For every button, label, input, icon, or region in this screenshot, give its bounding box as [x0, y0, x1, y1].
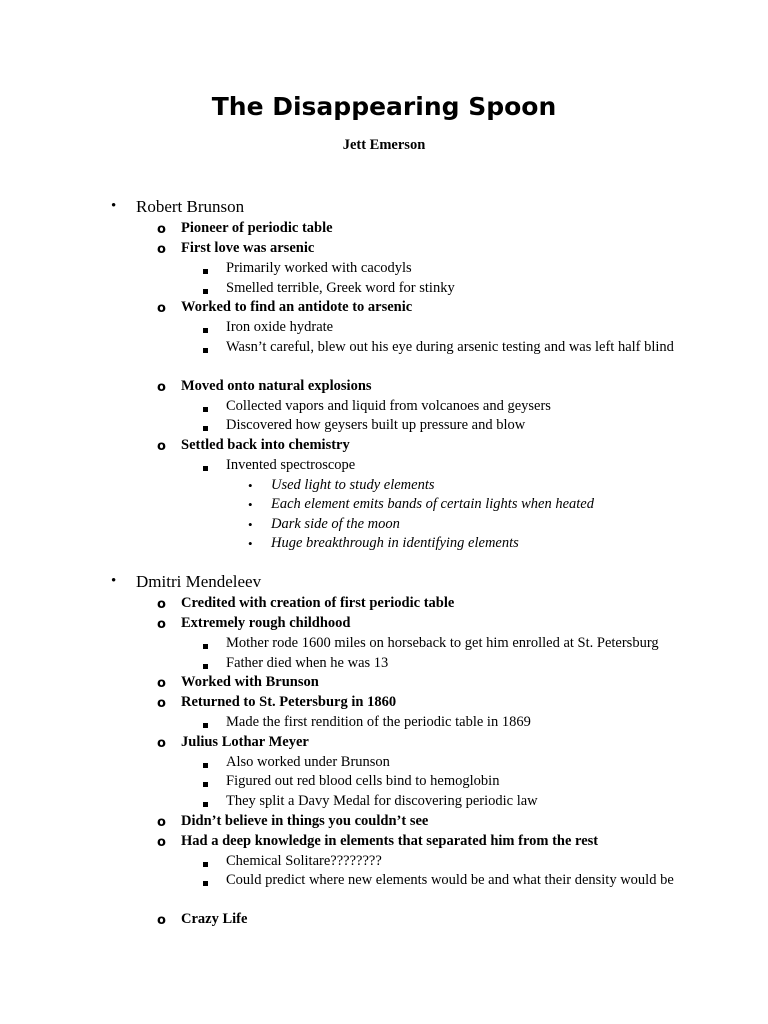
bullet-icon: •: [111, 573, 117, 589]
document-author: Jett Emerson: [342, 137, 426, 153]
list-item: Chemical Solitare????????: [0, 852, 768, 872]
section-heading: • Robert Brunson: [0, 194, 768, 219]
circle-bullet-icon: o: [157, 814, 166, 830]
list-item: • Used light to study elements: [0, 476, 768, 496]
circle-bullet-icon: o: [157, 676, 166, 692]
list-item: Made the first rendition of the periodic table in 1869: [0, 713, 768, 733]
list-item: o Credited with creation of first periodic table: [0, 594, 768, 614]
document-title: The Disappearing Spoon: [211, 92, 557, 121]
circle-bullet-icon: o: [157, 301, 166, 317]
list-item: Invented spectroscope: [0, 456, 768, 476]
list-item: o Worked with Brunson: [0, 673, 768, 693]
list-item: Primarily worked with cacodyls: [0, 259, 768, 279]
circle-bullet-icon: o: [157, 913, 166, 929]
list-item: Discovered how geysers built up pressure and blow: [0, 416, 768, 436]
section-robert-brunson: [0, 194, 768, 554]
list-item: Figured out red blood cells bind to hemoglobin: [0, 772, 768, 792]
circle-bullet-icon: o: [157, 735, 166, 751]
section-dmitri-mendeleev: [0, 569, 768, 930]
list-item: Could predict where new elements would be and what their density would be: [0, 871, 768, 910]
list-item: Also worked under Brunson: [0, 753, 768, 773]
list-item: Smelled terrible, Greek word for stinky: [0, 279, 768, 299]
circle-bullet-icon: o: [157, 597, 166, 612]
list-item: o Extremely rough childhood: [0, 614, 768, 634]
list-item: They split a Davy Medal for discovering periodic law: [0, 792, 768, 812]
bullet-icon: •: [248, 536, 253, 552]
circle-bullet-icon: o: [157, 617, 166, 632]
list-item: Wasn’t careful, blew out his eye during arsenic testing and was left half blind: [0, 338, 768, 377]
list-item: o First love was arsenic: [0, 239, 768, 259]
section-heading: • Dmitri Mendeleev: [0, 569, 768, 594]
list-item: o Pioneer of periodic table: [0, 219, 768, 239]
circle-bullet-icon: o: [157, 242, 166, 257]
list-item: • Dark side of the moon: [0, 515, 768, 535]
circle-bullet-icon: o: [157, 438, 166, 454]
list-item: • Each element emits bands of certain lights when heated: [0, 495, 768, 515]
bullet-icon: •: [111, 198, 117, 214]
list-item: o Julius Lothar Meyer: [0, 733, 768, 753]
list-item: o Worked to find an antidote to arsenic: [0, 298, 768, 318]
list-item: o Had a deep knowledge in elements that separated him from the rest: [0, 832, 768, 852]
circle-bullet-icon: o: [157, 222, 166, 237]
list-item: o Returned to St. Petersburg in 1860: [0, 693, 768, 713]
circle-bullet-icon: o: [157, 379, 166, 395]
list-item: Mother rode 1600 miles on horseback to get him enrolled at St. Petersburg: [0, 634, 768, 654]
list-item: • Huge breakthrough in identifying elements: [0, 534, 768, 554]
list-item: o Moved onto natural explosions: [0, 377, 768, 397]
list-item: Father died when he was 13: [0, 654, 768, 674]
list-item: Iron oxide hydrate: [0, 318, 768, 338]
list-item: Collected vapors and liquid from volcanoes and geysers: [0, 397, 768, 417]
circle-bullet-icon: o: [157, 696, 166, 712]
circle-bullet-icon: o: [157, 834, 166, 850]
list-item: o Settled back into chemistry: [0, 436, 768, 456]
list-item: o Crazy Life: [0, 910, 768, 930]
bullet-icon: •: [248, 497, 253, 513]
bullet-icon: •: [248, 516, 253, 532]
bullet-icon: •: [248, 477, 253, 493]
list-item: o Didn’t believe in things you couldn’t see: [0, 812, 768, 832]
square-bullet-icon: [203, 341, 208, 361]
square-bullet-icon: [203, 874, 208, 894]
